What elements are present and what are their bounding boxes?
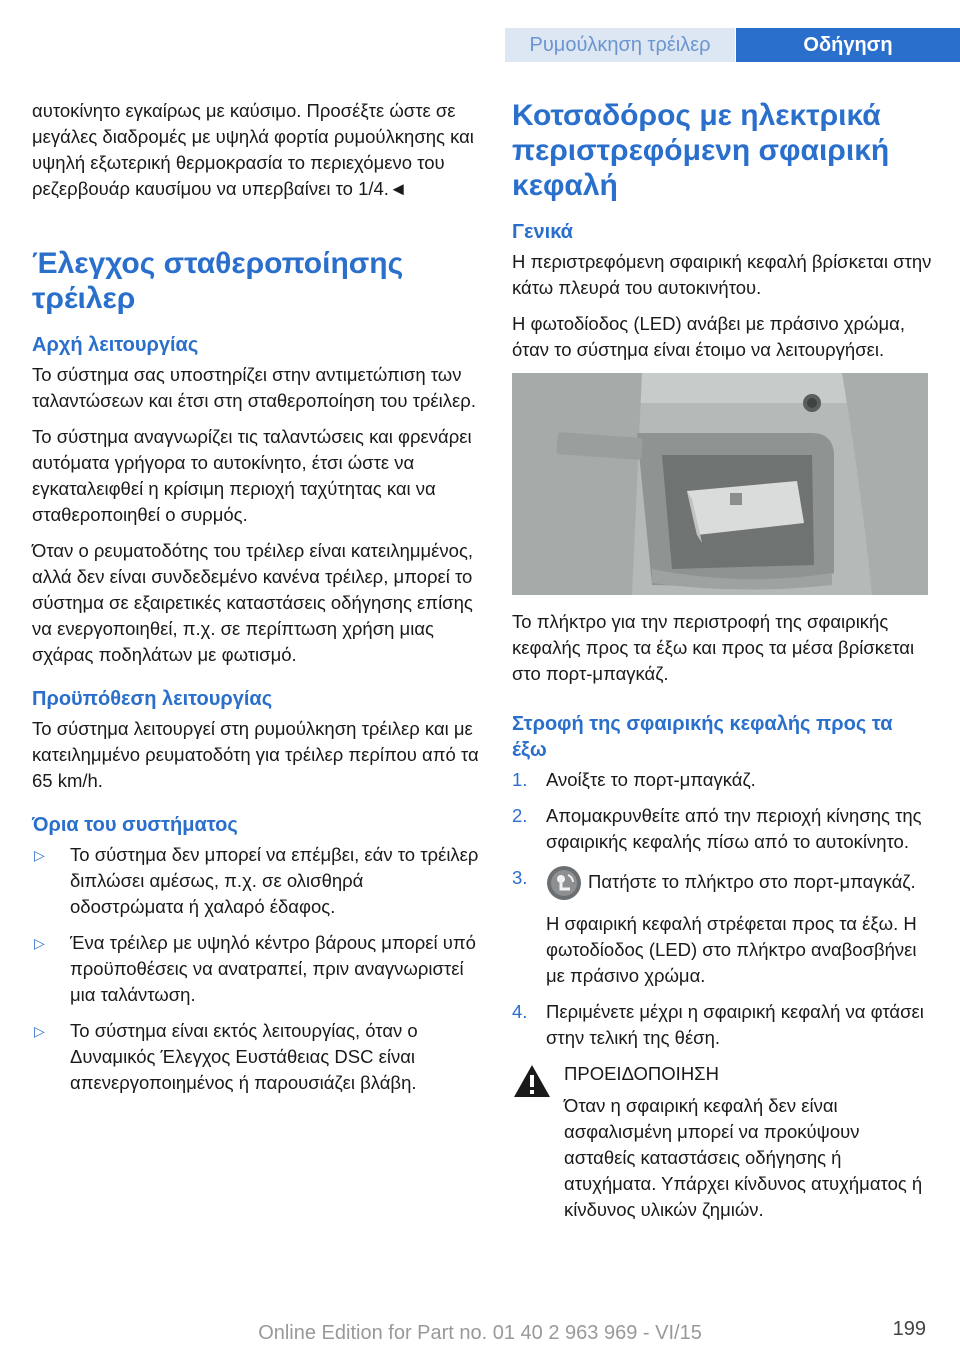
subheading-principle: Αρχή λειτουργίας	[32, 334, 199, 356]
step-number: 2.	[512, 805, 528, 826]
trunk-photo	[512, 373, 928, 595]
step-text: Απομακρυνθείτε από την περιοχή κίνησης της σφαιρικής κεφαλής πίσω από το αυτοκίνητο.	[546, 805, 922, 852]
step-item	[512, 803, 932, 855]
paragraph: Το σύστημα σας υποστηρίζει στην αντιμετώπιση των ταλαντώσεων και έτσι στη σταθεροποίηση του τρέιλερ.	[32, 364, 476, 411]
list-item-text: Το σύστημα δεν μπορεί να επέμβει, εάν το τρέιλερ διπλώσει αμέσως, π.χ. σε ολισθηρά οδοστρώματα ή χαλαρό έδαφος.	[70, 844, 479, 917]
step-number: 1.	[512, 769, 528, 790]
warning-triangle-icon	[512, 1063, 552, 1099]
step-number: 3.	[512, 867, 528, 888]
subheading-general: Γενικά	[512, 221, 573, 243]
list-item	[32, 930, 480, 1008]
list-item-text: Ένα τρέιλερ με υψηλό κέντρο βάρους μπορεί υπό προϋποθέσεις να ανατραπεί, πριν αναγνωριστεί μια ταλάντωση.	[70, 932, 476, 1005]
list-item	[32, 1018, 480, 1096]
step-number: 4.	[512, 1001, 528, 1022]
paragraph: Το σύστημα λειτουργεί στη ρυμούλκηση τρέιλερ και με κατειλημμένο ρευματοδότη για τρέιλερ περίπου από τα 65 km/h.	[32, 718, 479, 791]
left-column	[32, 98, 480, 1106]
footer-edition-text: Online Edition for Part no. 01 40 2 963 969 - VI/15	[258, 1322, 702, 1344]
step-item	[512, 767, 932, 793]
section-heading-trailer-stability: Έλεγχος σταθεροποίησης τρέιλερ	[32, 247, 404, 315]
tow-hitch-button-icon	[546, 865, 582, 901]
list-item	[32, 842, 480, 920]
step-subtext: Η σφαιρική κεφαλή στρέφεται προς τα έξω. Η φωτοδίοδος (LED) στο πλήκτρο αναβοσβήνει με πράσινο χρώμα.	[546, 913, 917, 986]
step-text: Ανοίξτε το πορτ-μπαγκάζ.	[546, 769, 756, 790]
step-text: Πατήστε το πλήκτρο στο πορτ-μπαγκάζ.	[588, 870, 916, 892]
image-caption: Το πλήκτρο για την περιστροφή της σφαιρικής κεφαλής προς τα έξω και προς τα μέσα βρίσκεται στο πορτ-μπαγκάζ.	[512, 611, 915, 684]
header-section-tab[interactable]: Ρυμούλκηση τρέιλερ	[505, 28, 735, 62]
list-item-text: Το σύστημα είναι εκτός λειτουργίας, όταν ο Δυναμικός Έλεγχος Ευστάθειας DSC είναι απενεργοποιημένος ή παρουσιάζει βλάβη.	[70, 1020, 418, 1093]
intro-paragraph: αυτοκίνητο εγκαίρως με καύσιμο. Προσέξτε ώστε σε μεγάλες διαδρομές με υψηλά φορτία ρυμούλκησης και υψηλή εξωτερική θερμοκρασία το περιεχόμενο του ρεζερβουάρ καυσίμου να υπερβαίνει το 1/4.◄	[32, 100, 474, 199]
step-item	[512, 865, 932, 989]
header-current-tab[interactable]: Οδήγηση	[736, 28, 960, 62]
bullet-marker-icon: ▷	[34, 1023, 45, 1039]
paragraph: Όταν ο ρευματοδότης του τρέιλερ είναι κατειλημμένος, αλλά δεν είναι συνδεδεμένο κανένα τρέιλερ, μπορεί το σύστημα σε εξαιρετικές καταστάσεις οδήγησης επίσης να ενεργοποιηθεί, π.χ. σε περίπτωση χρήση μιας σχάρας ποδηλάτων με φωτισμό.	[32, 540, 474, 665]
warning-box	[512, 1061, 932, 1233]
page-number: 199	[892, 1318, 926, 1340]
section-heading-tow-hitch: Κοτσαδόρος με ηλεκτρικά περιστρεφόμενη σφαιρική κεφαλή	[512, 99, 890, 202]
page-header	[0, 0, 960, 62]
step-item	[512, 999, 932, 1051]
subheading-swing-out: Στροφή της σφαιρικής κεφαλής προς τα έξω	[512, 713, 893, 761]
warning-text: Όταν η σφαιρική κεφαλή δεν είναι ασφαλισμένη μπορεί να προκύψουν ασταθείς καταστάσεις οδήγησης ή ατυχήματα. Υπάρχει κίνδυνος ατυχήματος ή κίνδυνος υλικών ζημιών.	[564, 1095, 923, 1220]
paragraph: Η φωτοδίοδος (LED) ανάβει με πράσινο χρώμα, όταν το σύστημα είναι έτοιμο να λειτουργήσει.	[512, 313, 905, 360]
paragraph: Η περιστρεφόμενη σφαιρική κεφαλή βρίσκεται στην κάτω πλευρά του αυτοκινήτου.	[512, 251, 932, 298]
step-text: Περιμένετε μέχρι η σφαιρική κεφαλή να φτάσει στην τελική της θέση.	[546, 1001, 924, 1048]
bullet-marker-icon: ▷	[34, 935, 45, 951]
subheading-system-limits: Όρια του συστήματος	[32, 814, 238, 836]
warning-title: ΠΡΟΕΙΔΟΠΟΙΗΣΗ	[564, 1063, 719, 1084]
bullet-marker-icon: ▷	[34, 847, 45, 863]
paragraph: Το σύστημα αναγνωρίζει τις ταλαντώσεις και φρενάρει αυτόματα γρήγορα το αυτοκίνητο, έτσι ώστε να εγκαταλειφθεί η κρίσιμη περιοχή ταχύτητας και να σταθεροποιηθεί ο συρμός.	[32, 426, 472, 525]
right-column	[512, 98, 932, 1233]
subheading-requirement: Προϋπόθεση λειτουργίας	[32, 688, 273, 710]
